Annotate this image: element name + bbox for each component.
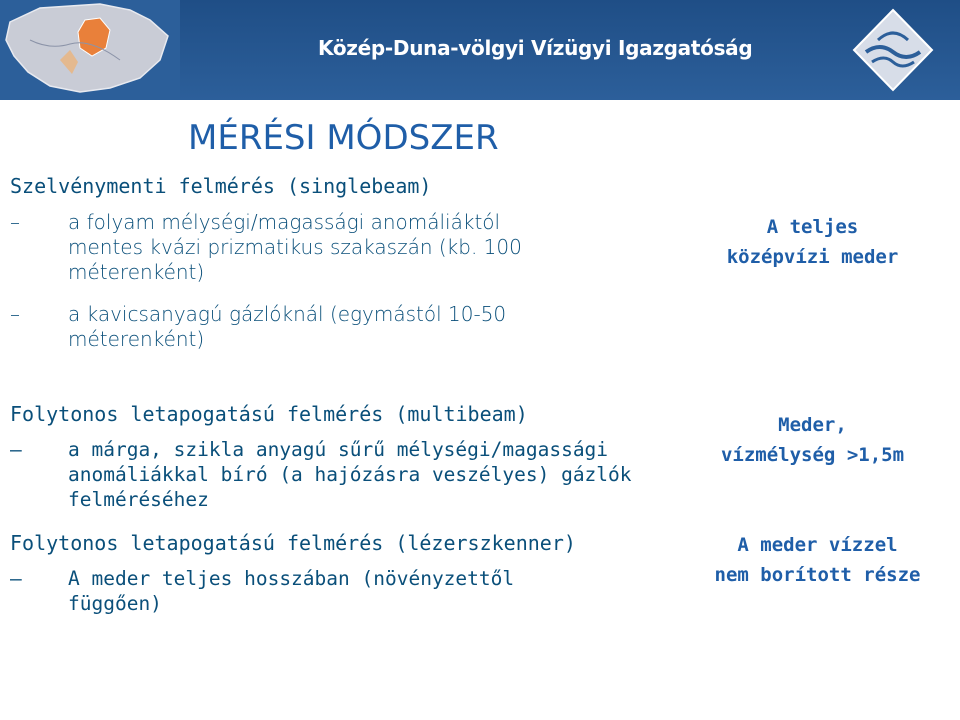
list-item <box>10 210 522 285</box>
bullet-dash: – <box>10 567 22 590</box>
note-bed-depth <box>690 410 935 470</box>
note-line: Meder, <box>778 414 847 436</box>
note-line: középvízi meder <box>726 246 899 268</box>
list-item <box>10 302 506 352</box>
list-item-line: mentes kvázi prizmatikus szakaszán (kb. 100 <box>68 235 522 259</box>
note-line: A meder vízzel <box>737 534 898 556</box>
list-item-line: anomáliákkal bíró (a hajózásra veszélyes) gázlók <box>68 463 632 486</box>
hungary-map-icon <box>0 0 180 100</box>
note-line: vízmélység >1,5m <box>720 444 905 466</box>
list-item-line: a márga, szikla anyagú sűrű mélységi/magassági <box>68 438 609 461</box>
list-item-line: méterenként) <box>68 260 205 284</box>
agency-logo-icon <box>852 8 934 92</box>
note-dry-bed-part <box>690 530 945 590</box>
header-bar <box>0 0 960 100</box>
note-full-mid-water-bed <box>690 212 935 272</box>
list-item-text <box>68 437 632 512</box>
organization-title: Közép-Duna-völgyi Vízügyi Igazgatóság <box>318 36 753 60</box>
bullet-dash: – <box>10 210 20 234</box>
list-item-line: A meder teljes hosszában (növényzettől <box>68 567 515 590</box>
section-heading-laser: Folytonos letapogatású felmérés (lézerszkenner) <box>10 531 576 555</box>
list-item-text <box>68 210 522 285</box>
bullet-dash: – <box>10 438 22 461</box>
section-heading-multibeam: Folytonos letapogatású felmérés (multibeam) <box>10 402 528 426</box>
list-item <box>10 437 632 512</box>
list-item <box>10 566 514 616</box>
bullet-dash: – <box>10 302 20 326</box>
list-item-text <box>68 302 506 352</box>
section-heading-singlebeam: Szelvénymenti felmérés (singlebeam) <box>10 174 432 198</box>
list-item-line: függően) <box>68 592 162 615</box>
list-item-line: méterenként) <box>68 327 205 351</box>
list-item-text <box>68 566 514 616</box>
list-item-line: a kavicsanyagú gázlóknál (egymástól 10-50 <box>68 302 507 326</box>
page-title: MÉRÉSI MÓDSZER <box>188 118 499 158</box>
list-item-line: a folyam mélységi/magassági anomáliáktól <box>68 210 501 234</box>
note-line: A teljes <box>766 216 859 238</box>
list-item-line: felméréséhez <box>68 488 209 511</box>
note-line: nem borított része <box>714 564 921 586</box>
